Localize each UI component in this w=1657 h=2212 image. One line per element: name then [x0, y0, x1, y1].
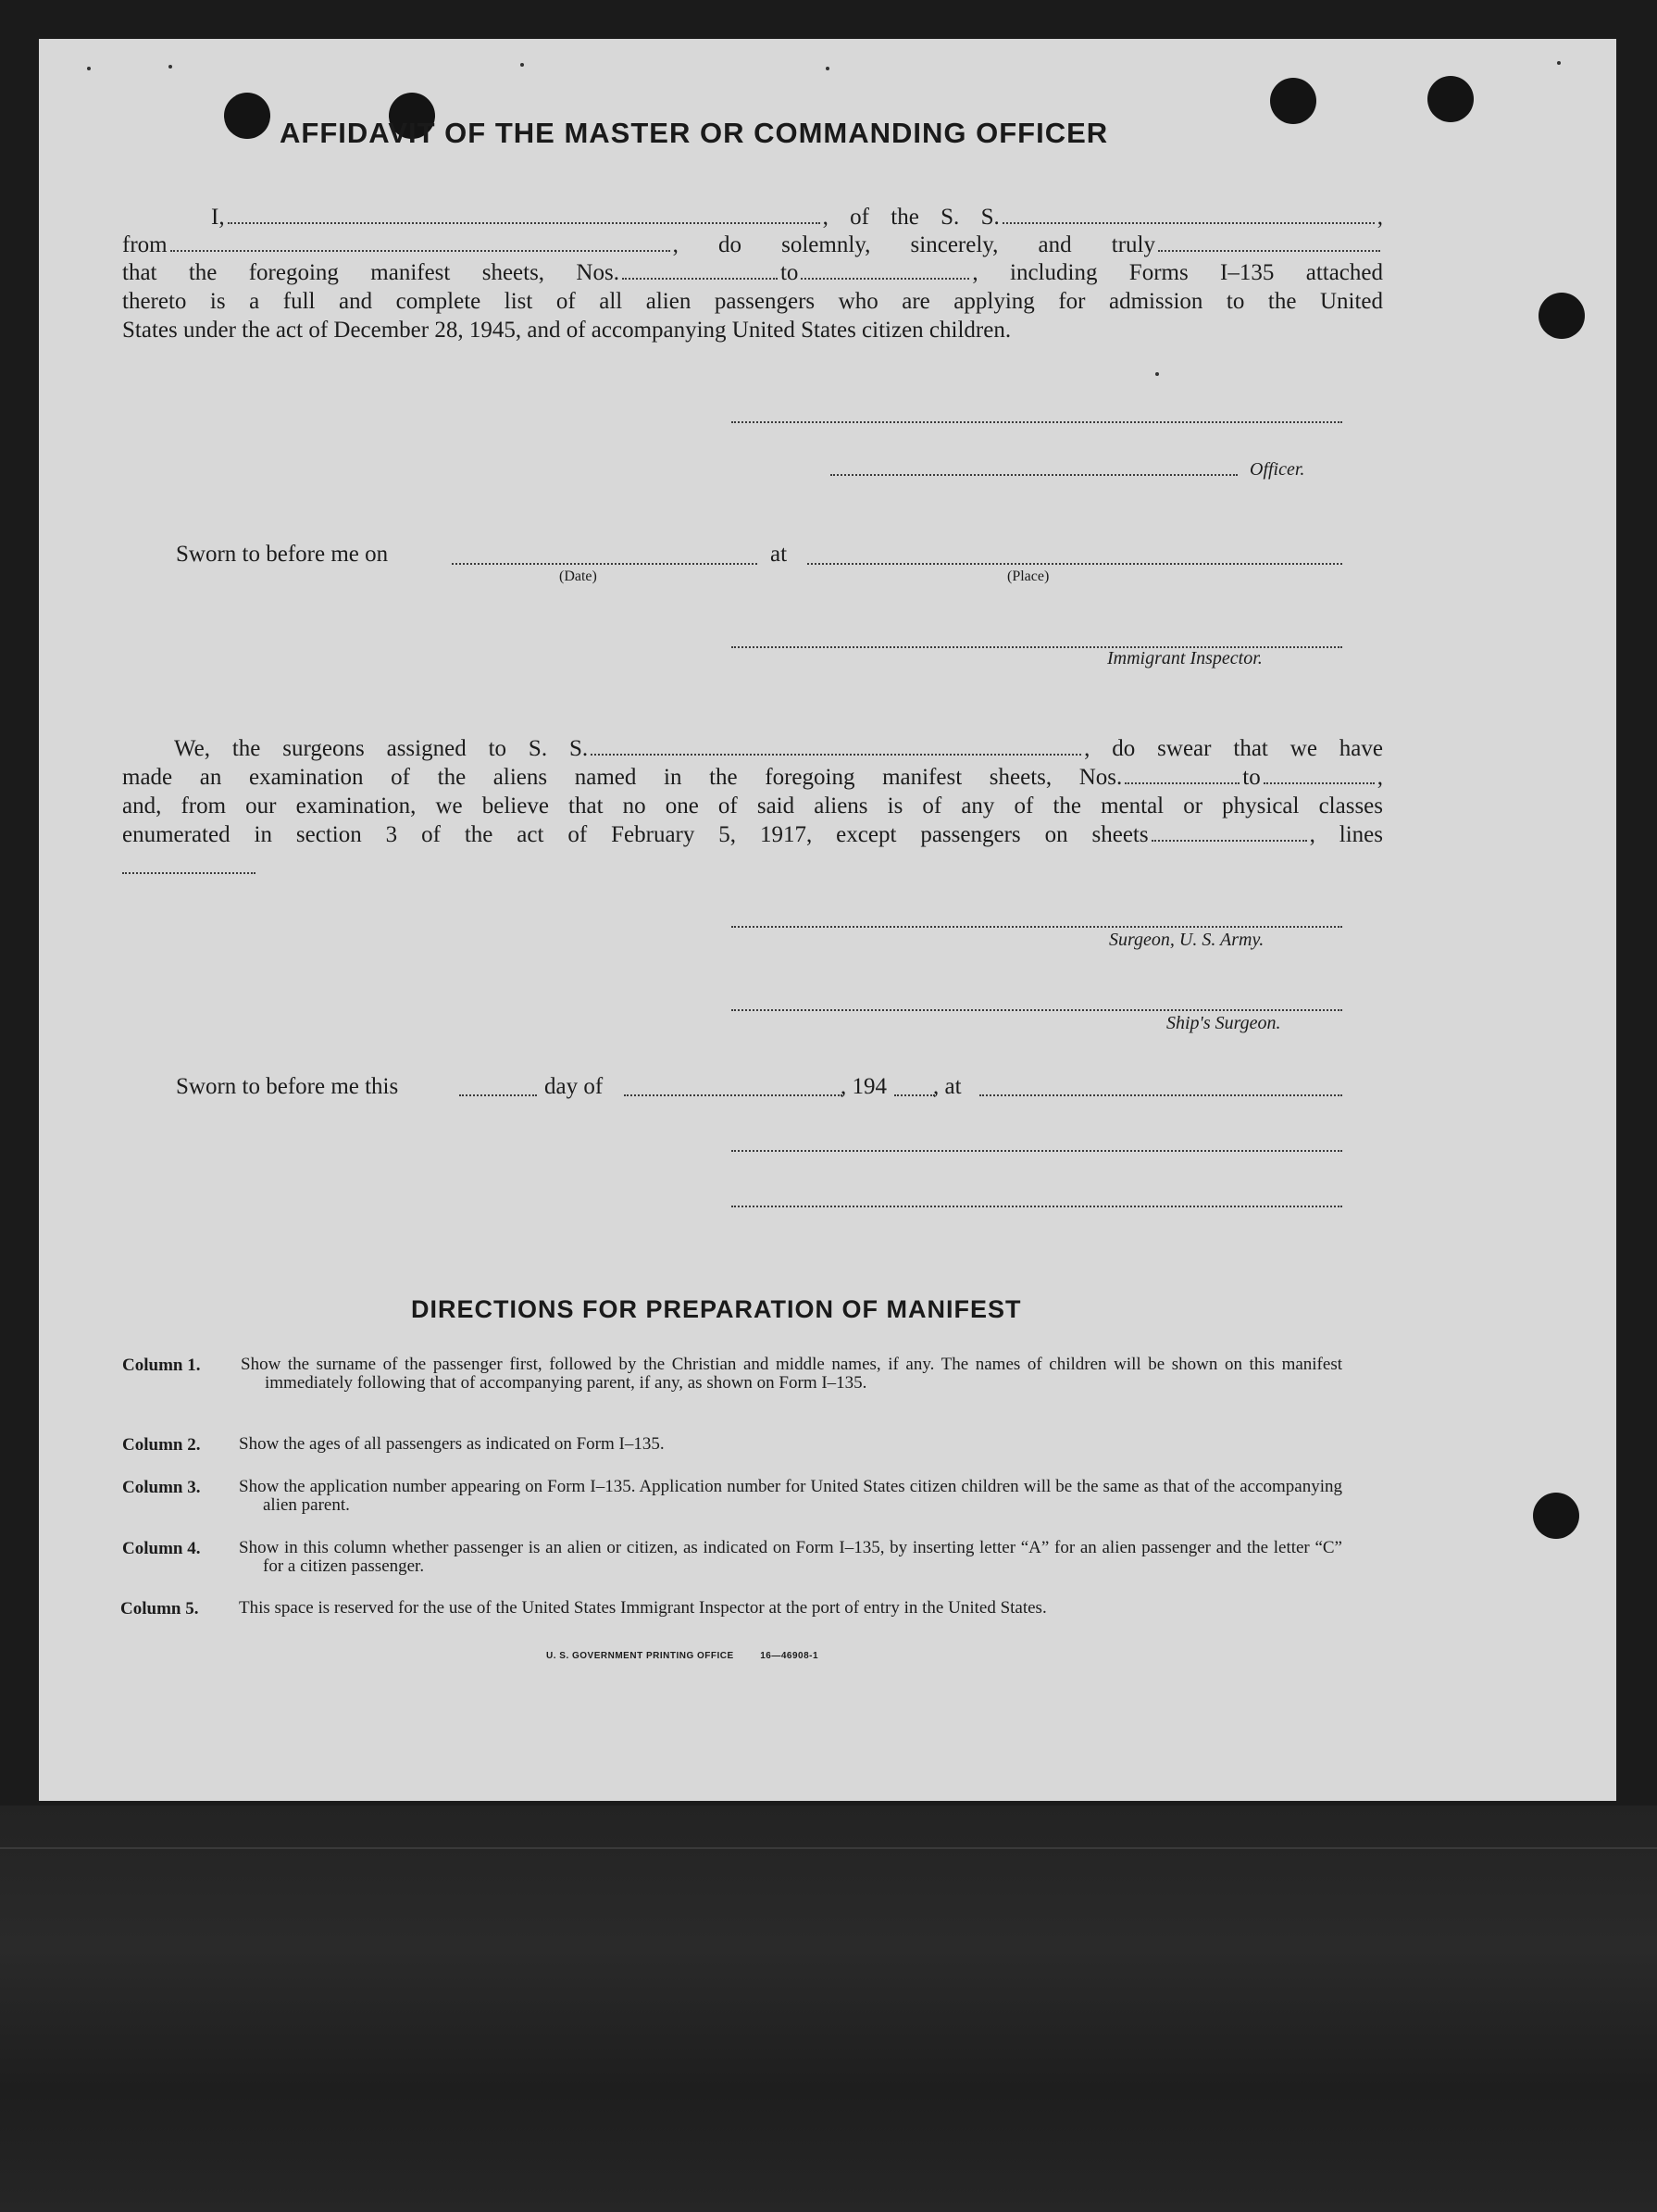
surgeons-line-1	[122, 735, 1383, 764]
text-including: , including Forms I–135 attached	[972, 260, 1383, 285]
text-examination: made an examination of the aliens named in the foregoing manifest sheets, Nos.	[122, 765, 1123, 790]
text-do-swear: , do swear that we have	[1084, 736, 1383, 761]
column-1-label: Column 1.	[122, 1356, 201, 1375]
punch-hole	[1539, 293, 1585, 339]
text-from: from	[122, 232, 168, 257]
year-label: , 194	[841, 1074, 887, 1099]
sworn-place-field-2[interactable]	[979, 1094, 1342, 1096]
officer-signature-line-1[interactable]	[731, 421, 1342, 423]
date-caption: (Date)	[559, 569, 597, 584]
text-to: to	[1242, 765, 1261, 790]
punch-hole	[1427, 76, 1474, 122]
column-4-label: Column 4.	[122, 1539, 201, 1558]
text-i: I,	[211, 205, 225, 230]
document-page	[39, 39, 1616, 1801]
at-label-2: , at	[933, 1074, 962, 1099]
speck	[1557, 61, 1561, 65]
army-surgeon-signature-line[interactable]	[731, 926, 1342, 928]
speck	[87, 67, 91, 70]
column-5-text: This space is reserved for the use of the United States Immigrant Inspector at the port of entry in the United States.	[239, 1598, 1047, 1618]
day-of-label: day of	[544, 1074, 604, 1099]
directions-title: DIRECTIONS FOR PREPARATION OF MANIFEST	[411, 1295, 1022, 1323]
speck	[1155, 372, 1159, 376]
sworn-month-field[interactable]	[624, 1094, 842, 1096]
column-2-label: Column 2.	[122, 1435, 201, 1455]
affidavit-title: AFFIDAVIT OF THE MASTER OR COMMANDING OFFICER	[280, 117, 1109, 149]
army-surgeon-label: Surgeon, U. S. Army.	[1109, 930, 1265, 950]
column-2-text: Show the ages of all passengers as indicated on Form I–135.	[239, 1434, 665, 1454]
exam-sheets-to-field[interactable]	[1264, 782, 1375, 784]
sworn-on-label: Sworn to before me on	[176, 542, 389, 567]
speck	[520, 63, 524, 67]
sheets-to-field[interactable]	[801, 278, 969, 280]
sworn-this-label: Sworn to before me this	[176, 1074, 399, 1099]
sheets-from-field[interactable]	[622, 278, 778, 280]
punch-hole	[224, 93, 270, 139]
printer-name: U. S. GOVERNMENT PRINTING OFFICE	[546, 1651, 734, 1661]
ship-surgeon-label: Ship's Surgeon.	[1166, 1013, 1281, 1033]
column-4-text: Show in this column whether passenger is an alien or citizen, as indicated on Form I–135, by inserting letter “A” for an alien passenger and the letter “C” for a citizen passenger.	[239, 1538, 1342, 1576]
printer-footer	[546, 1651, 818, 1661]
scan-edge-line	[0, 1847, 1657, 1849]
ship-name-field[interactable]	[1003, 222, 1375, 224]
surgeons-line-2	[122, 764, 1383, 793]
affirm-field[interactable]	[1158, 250, 1380, 252]
inspector-label: Immigrant Inspector.	[1107, 648, 1263, 669]
port-field[interactable]	[170, 250, 670, 252]
form-code: 16—46908-1	[760, 1651, 819, 1661]
speck	[826, 67, 829, 70]
at-label: at	[770, 542, 788, 567]
affidavit-line-1	[122, 204, 1383, 232]
name-field[interactable]	[228, 222, 820, 224]
punch-hole	[1533, 1493, 1579, 1539]
text-lines: , lines	[1309, 822, 1383, 847]
text-comma: ,	[1377, 765, 1383, 790]
except-sheets-field[interactable]	[1152, 840, 1307, 842]
sworn-date-field[interactable]	[452, 563, 757, 565]
place-caption: (Place)	[1007, 569, 1050, 584]
text-we-surgeons: We, the surgeons assigned to S. S.	[174, 736, 589, 761]
text-comma: ,	[1377, 205, 1383, 230]
text-solemnly: , do solemnly, sincerely, and truly	[672, 232, 1155, 257]
affidavit-line-2	[122, 231, 1383, 260]
text-to: to	[779, 260, 799, 285]
officer-signature-line-2[interactable]	[830, 474, 1238, 476]
signature-line-a[interactable]	[731, 1150, 1342, 1152]
column-3-text: Show the application number appearing on Form I–135. Application number for United States citizen children will be the same as that of the accompanying alien parent.	[239, 1477, 1342, 1515]
surgeons-line-4	[122, 821, 1383, 850]
text-of-ss: , of the S. S.	[822, 205, 1000, 230]
affidavit-line-4: thereto is a full and complete list of all alien passengers who are applying for admission to the United	[122, 289, 1383, 314]
signature-line-b[interactable]	[731, 1206, 1342, 1207]
sworn-day-field[interactable]	[459, 1094, 537, 1096]
text-manifest-sheets: that the foregoing manifest sheets, Nos.	[122, 260, 619, 285]
punch-hole	[1270, 78, 1316, 124]
except-lines-field[interactable]	[122, 872, 255, 874]
speck	[168, 65, 172, 69]
text-enumerated: enumerated in section 3 of the act of February 5, 1917, except passengers on sheets	[122, 822, 1149, 847]
ship-surgeon-signature-line[interactable]	[731, 1009, 1342, 1011]
column-1-text: Show the surname of the passenger first, followed by the Christian and middle names, if any. The names of children will be shown on this manifest immediately following that of accompanying parent, if any, as shown on Form I–135.	[241, 1355, 1342, 1393]
exam-sheets-from-field[interactable]	[1125, 782, 1240, 784]
surgeons-line-3: and, from our examination, we believe that no one of said aliens is of any of the mental or physical classes	[122, 794, 1383, 819]
affidavit-line-5: States under the act of December 28, 1945, and of accompanying United States citizen children.	[122, 318, 1012, 343]
sworn-year-field[interactable]	[894, 1094, 935, 1096]
affidavit-line-3	[122, 259, 1383, 288]
surgeons-ship-field[interactable]	[591, 754, 1081, 756]
sworn-place-field[interactable]	[807, 563, 1342, 565]
column-5-label: Column 5.	[120, 1599, 199, 1618]
officer-label: Officer.	[1250, 459, 1305, 480]
column-3-label: Column 3.	[122, 1478, 201, 1497]
scan-background	[0, 1806, 1657, 2212]
